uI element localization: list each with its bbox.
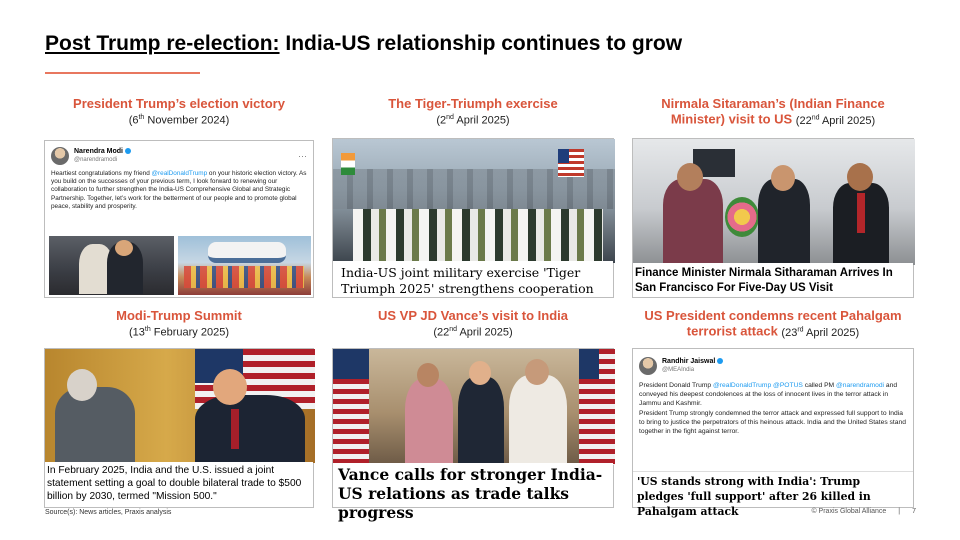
card-heading: Nirmala Sitaraman’s (Indian Finance Minister) visit to US (22nd April 2025) (661, 96, 885, 127)
card-date: (2nd April 2025) (436, 114, 510, 127)
avatar (51, 147, 69, 165)
card-heading: President Trump’s election victory (73, 96, 285, 111)
summit-card (44, 348, 314, 508)
airforce-one-photo (178, 236, 311, 295)
tweet-author: Narendra Modi (74, 148, 124, 155)
card-caption-vance (332, 309, 614, 340)
tweet-card-modi (44, 140, 314, 298)
fm-arrival-photo (633, 139, 915, 265)
modi-trump-summit-photo (45, 349, 315, 463)
card-heading: US President condemns recent Pahalgam terrorist attack (23rd April 2025) (644, 308, 902, 339)
tweet-handle: @narendramodi (74, 157, 118, 163)
card-date: (13th February 2025) (128, 326, 229, 339)
verified-icon (125, 148, 131, 154)
summit-caption: In February 2025, India and the U.S. issued a joint statement setting a goal to double bilateral trade to $500 billion by 2030, termed "Mission 500." (45, 462, 313, 507)
avatar (639, 357, 657, 375)
verified-icon (717, 358, 723, 364)
title-underlined: Post Trump re-election: (45, 32, 280, 55)
vance-caption: Vance calls for stronger India-US relations as trade talks progress (333, 463, 613, 507)
modi-trump-hug-photo (49, 236, 174, 295)
military-exercise-photo (333, 139, 615, 263)
card-heading: US VP JD Vance’s visit to India (377, 308, 569, 323)
card-caption-election (45, 97, 313, 128)
footer-right: © Praxis Global Alliance | 7 (811, 508, 916, 515)
card-heading: The Tiger-Triumph exercise (388, 96, 558, 111)
copyright: © Praxis Global Alliance (811, 508, 887, 515)
slide-title (45, 32, 682, 56)
tweet-text: President Donald Trump @realDonaldTrump @POTUS called PM @narendramodi and conveyed his deepest condolences at the loss of innocent lives in the terror attack in Jammu and Kashmir. President Trump strongly condemned the terror attack and expressed full support to India to bring to justice the perpetrators of this heinous attack. India and the United States stand together in the fight against terror. (639, 382, 906, 436)
pahalgam-headline: 'US stands strong with India': Trump pledges 'full support' after 26 killed in Pahalgam attack (633, 471, 913, 507)
source-note: Source(s): News articles, Praxis analysis (45, 509, 172, 516)
fm-caption: Finance Minister Nirmala Sitharaman Arrives In San Francisco For Five-Day US Visit (633, 263, 913, 297)
tweet-handle: @MEAIndia (662, 367, 695, 373)
card-caption-summit (45, 309, 313, 340)
tweet-text: Heartiest congratulations my friend @realDonaldTrump on your historic election victory. As you build on the successes of your previous term, I look forward to renewing our collaboration to further strengthen the India-US Comprehensive Global and Strategic Partnership. Together, let’s work for the betterment of our people and to promote global peace, stability and prosperity. (51, 170, 307, 210)
tiger-triumph-card (332, 138, 614, 298)
card-caption-pahalgam (632, 309, 914, 340)
card-caption-fm-visit (632, 97, 914, 128)
more-options-icon[interactable]: ··· (298, 151, 307, 161)
vance-visit-card (332, 348, 614, 522)
card-caption-tiger (332, 97, 614, 128)
page-number: 7 (912, 508, 916, 515)
fm-visit-card (632, 138, 914, 298)
title-accent-rule (45, 72, 200, 74)
card-date: (22nd April 2025) (433, 326, 513, 339)
tiger-caption: India-US joint military exercise 'Tiger Triumph 2025' strengthens cooperation (333, 261, 613, 297)
tweet-author: Randhir Jaiswal (662, 358, 716, 365)
vance-modi-family-photo (333, 349, 615, 465)
card-heading: Modi-Trump Summit (116, 308, 242, 323)
card-date: (6th November 2024) (128, 114, 230, 127)
title-rest: India-US relationship continues to grow (279, 32, 683, 55)
